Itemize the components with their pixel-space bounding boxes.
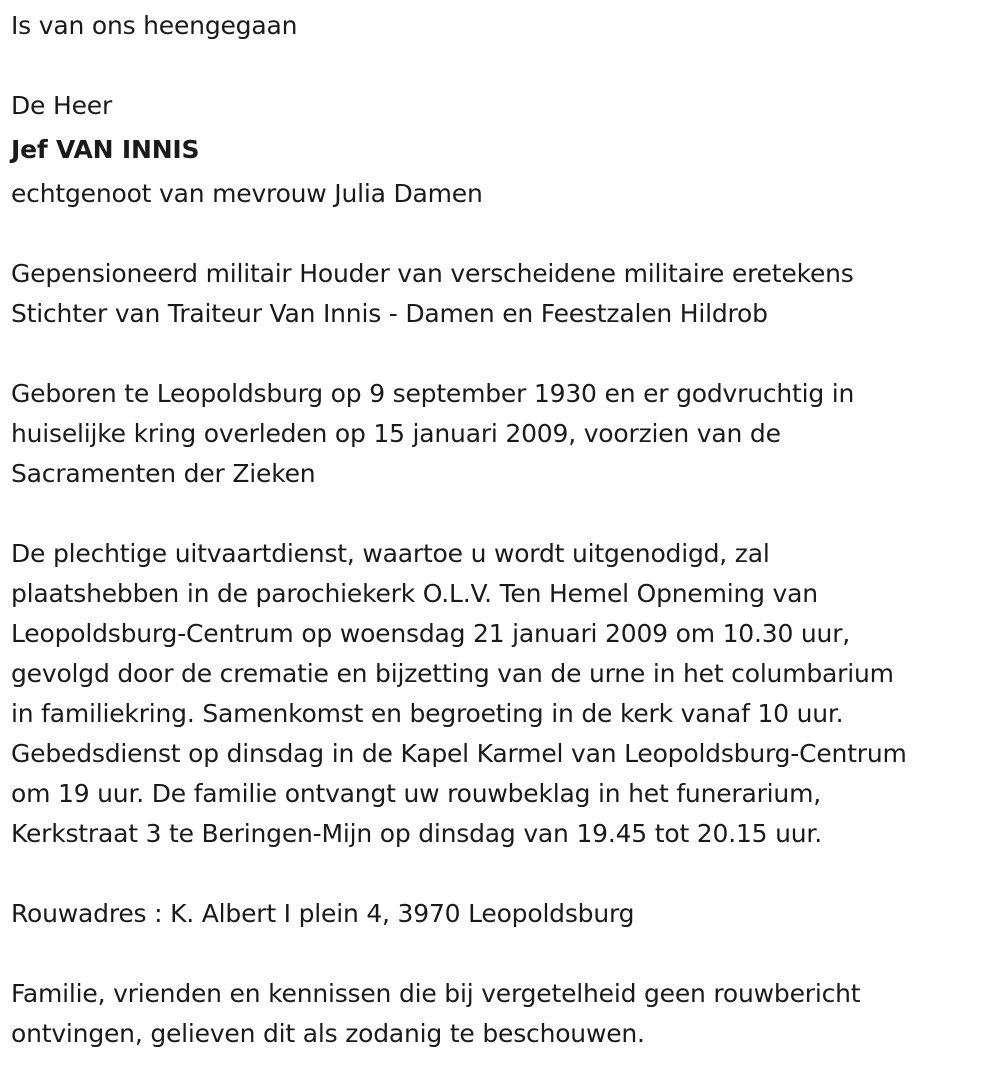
spacer (11, 214, 1000, 254)
spacer (11, 334, 1000, 374)
paragraph-line: Geboren te Leopoldsburg op 9 september 1930 en er godvruchtig in (11, 379, 855, 408)
paragraph-line: in familiekring. Samenkomst en begroeting in de kerk vanaf 10 uur. (11, 699, 844, 728)
closing-paragraph (11, 974, 1000, 1054)
paragraph-line: Familie, vrienden en kennissen die bij vergetelheid geen rouwbericht (11, 979, 861, 1008)
career-paragraph (11, 254, 1000, 334)
paragraph-line: De plechtige uitvaartdienst, waartoe u wordt uitgenodigd, zal (11, 539, 770, 568)
birth-death-paragraph (11, 374, 1000, 494)
deceased-name: Jef VAN INNIS (11, 135, 200, 164)
spacer (11, 934, 1000, 974)
paragraph-line: gevolgd door de crematie en bijzetting van de urne in het columbarium (11, 659, 894, 688)
paragraph-line: plaatshebben in de parochiekerk O.L.V. Ten Hemel Opneming van (11, 579, 818, 608)
spacer (11, 854, 1000, 894)
spacer (11, 46, 1000, 86)
paragraph-line: Kerkstraat 3 te Beringen-Mijn op dinsdag van 19.45 tot 20.15 uur. (11, 819, 822, 848)
mourning-address: Rouwadres : K. Albert I plein 4, 3970 Leopoldsburg (11, 899, 635, 928)
paragraph-line: ontvingen, gelieven dit als zodanig te beschouwen. (11, 1019, 645, 1048)
paragraph-line: Leopoldsburg-Centrum op woensdag 21 januari 2009 om 10.30 uur, (11, 619, 851, 648)
paragraph-line: om 19 uur. De familie ontvangt uw rouwbeklag in het funerarium, (11, 779, 821, 808)
spouse-line: echtgenoot van mevrouw Julia Damen (11, 179, 483, 208)
intro-text: Is van ons heengegaan (11, 11, 298, 40)
paragraph-line: Sacramenten der Zieken (11, 459, 316, 488)
funeral-paragraph (11, 534, 1000, 854)
paragraph-line: huiselijke kring overleden op 15 januari 2009, voorzien van de (11, 419, 781, 448)
salutation: De Heer (11, 91, 113, 120)
paragraph-line: Gepensioneerd militair Houder van verscheidene militaire eretekens (11, 259, 854, 288)
spacer (11, 494, 1000, 534)
paragraph-line: Stichter van Traiteur Van Innis - Damen en Feestzalen Hildrob (11, 299, 768, 328)
paragraph-line: Gebedsdienst op dinsdag in de Kapel Karmel van Leopoldsburg-Centrum (11, 739, 907, 768)
